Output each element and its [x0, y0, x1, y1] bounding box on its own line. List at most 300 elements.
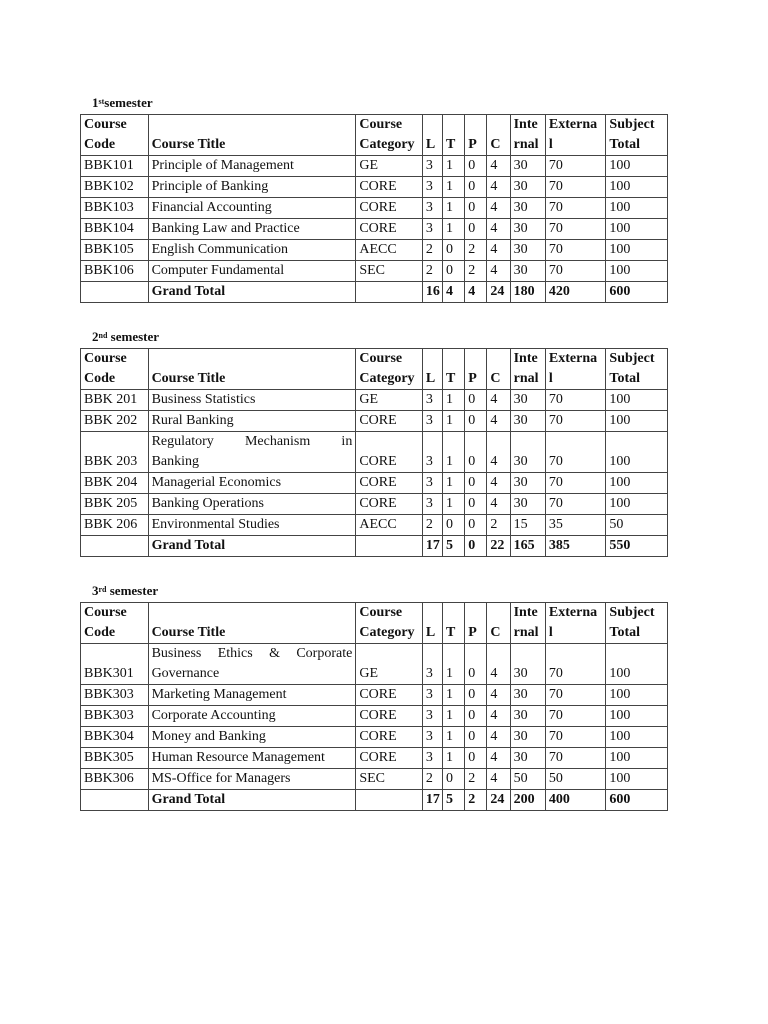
- cell-l: 3: [422, 494, 442, 515]
- cell-c: 4: [487, 494, 510, 515]
- header-t: [443, 349, 465, 390]
- grand-total-l: 17: [422, 790, 442, 811]
- grand-total-row: [81, 282, 668, 303]
- header-course-title-text: Course Title: [151, 137, 226, 152]
- cell-t: 0: [443, 515, 465, 536]
- cell-empty: [356, 536, 423, 557]
- cell-c: 4: [487, 685, 510, 706]
- cell-external: 70: [545, 432, 606, 473]
- cell-total: 100: [606, 706, 668, 727]
- cell-internal: 30: [510, 727, 545, 748]
- grand-total-external: 400: [545, 790, 606, 811]
- cell-c: 4: [487, 706, 510, 727]
- cell-t: 1: [443, 177, 465, 198]
- table-row: [81, 390, 668, 411]
- cell-code: BBK 206: [81, 515, 149, 536]
- header-course-category-line: Category: [359, 625, 415, 640]
- cell-l: 2: [422, 769, 442, 790]
- cell-category: CORE: [356, 411, 423, 432]
- header-course-category-line: Course: [359, 117, 403, 132]
- cell-total: 100: [606, 685, 668, 706]
- cell-internal: 30: [510, 473, 545, 494]
- cell-t: 1: [443, 494, 465, 515]
- cell-title-line: Regulatory Mechanism in: [151, 434, 353, 449]
- header-subject-total-line: Total: [609, 625, 641, 640]
- cell-category: GE: [356, 156, 423, 177]
- cell-external: 70: [545, 240, 606, 261]
- cell-internal: 30: [510, 156, 545, 177]
- table-row: [81, 644, 668, 685]
- cell-empty: [81, 536, 149, 557]
- header-course-title-text: Course Title: [151, 371, 226, 386]
- header-course-title-text: Course Title: [151, 625, 226, 640]
- cell-code: BBK102: [81, 177, 149, 198]
- cell-category: CORE: [356, 494, 423, 515]
- cell-title: English Communication: [148, 240, 356, 261]
- cell-c: 4: [487, 769, 510, 790]
- cell-title: Banking Law and Practice: [148, 219, 356, 240]
- semester-2-table: [80, 348, 668, 557]
- cell-code: BBK103: [81, 198, 149, 219]
- cell-t: 1: [443, 198, 465, 219]
- header-l: [422, 115, 442, 156]
- cell-l: 3: [422, 432, 442, 473]
- cell-title: Marketing Management: [148, 685, 356, 706]
- cell-t: 0: [443, 769, 465, 790]
- cell-p: 0: [465, 644, 487, 685]
- header-course-code-line: Course: [84, 351, 127, 366]
- header-l: [422, 349, 442, 390]
- cell-external: 70: [545, 219, 606, 240]
- cell-c: 2: [487, 515, 510, 536]
- cell-category: CORE: [356, 748, 423, 769]
- header-c: [487, 115, 510, 156]
- cell-internal: 15: [510, 515, 545, 536]
- header-course-category-line: Category: [359, 137, 415, 152]
- cell-category: GE: [356, 390, 423, 411]
- cell-title: Money and Banking: [148, 727, 356, 748]
- cell-total: 100: [606, 240, 668, 261]
- cell-t: 1: [443, 473, 465, 494]
- cell-p: 0: [465, 706, 487, 727]
- cell-total: 100: [606, 769, 668, 790]
- cell-code: BBK303: [81, 685, 149, 706]
- cell-t: 1: [443, 706, 465, 727]
- cell-total: 100: [606, 727, 668, 748]
- cell-category: CORE: [356, 685, 423, 706]
- grand-total-internal: 180: [510, 282, 545, 303]
- header-p-text: P: [468, 137, 477, 152]
- cell-code: BBK 203: [81, 432, 149, 473]
- header-l: [422, 603, 442, 644]
- table-row: [81, 219, 668, 240]
- cell-c: 4: [487, 240, 510, 261]
- cell-l: 3: [422, 156, 442, 177]
- cell-p: 0: [465, 432, 487, 473]
- header-p: [465, 115, 487, 156]
- cell-empty: [356, 790, 423, 811]
- cell-t: 1: [443, 219, 465, 240]
- cell-total: 100: [606, 219, 668, 240]
- cell-code: BBK 204: [81, 473, 149, 494]
- cell-external: 35: [545, 515, 606, 536]
- cell-title-line: Governance: [151, 666, 220, 681]
- cell-l: 3: [422, 177, 442, 198]
- cell-internal: 30: [510, 219, 545, 240]
- header-l-text: L: [425, 371, 436, 386]
- cell-category: CORE: [356, 727, 423, 748]
- header-row: [81, 349, 668, 390]
- cell-empty: [81, 790, 149, 811]
- cell-p: 0: [465, 494, 487, 515]
- cell-external: 70: [545, 644, 606, 685]
- table-row: [81, 473, 668, 494]
- cell-internal: 50: [510, 769, 545, 790]
- cell-total: 100: [606, 411, 668, 432]
- cell-external: 70: [545, 177, 606, 198]
- cell-external: 70: [545, 494, 606, 515]
- header-internal-line: Inte: [513, 605, 538, 620]
- header-external-line: Externa: [548, 117, 598, 132]
- header-course-category-line: Category: [359, 371, 415, 386]
- grand-total-t: 5: [443, 790, 465, 811]
- header-external-line: l: [548, 371, 553, 386]
- cell-category: CORE: [356, 432, 423, 473]
- semester-2-title: 2nd semester: [92, 329, 160, 344]
- cell-external: 70: [545, 706, 606, 727]
- header-subject-total-line: Subject: [609, 605, 655, 620]
- cell-t: 0: [443, 261, 465, 282]
- cell-title: Human Resource Management: [148, 748, 356, 769]
- header-course-category-line: Course: [359, 605, 403, 620]
- grand-total-total: 600: [606, 282, 668, 303]
- header-subject-total-line: Total: [609, 371, 641, 386]
- cell-c: 4: [487, 261, 510, 282]
- header-course-code-line: Code: [84, 371, 116, 386]
- cell-code: BBK105: [81, 240, 149, 261]
- cell-title: Rural Banking: [148, 411, 356, 432]
- grand-total-row: [81, 790, 668, 811]
- grand-total-internal: 165: [510, 536, 545, 557]
- cell-l: 3: [422, 727, 442, 748]
- header-p: [465, 603, 487, 644]
- semester-1-table: [80, 114, 668, 303]
- header-course-category-line: Course: [359, 351, 403, 366]
- header-subject-total-line: Subject: [609, 117, 655, 132]
- table-row: [81, 706, 668, 727]
- cell-title: Principle of Banking: [148, 177, 356, 198]
- cell-p: 0: [465, 473, 487, 494]
- cell-c: 4: [487, 473, 510, 494]
- cell-internal: 30: [510, 390, 545, 411]
- semester-3-title: 3rd semester: [92, 583, 159, 598]
- cell-l: 3: [422, 685, 442, 706]
- cell-title: Managerial Economics: [148, 473, 356, 494]
- cell-title: Computer Fundamental: [148, 261, 356, 282]
- cell-internal: 30: [510, 685, 545, 706]
- table-row: [81, 156, 668, 177]
- cell-total: 100: [606, 156, 668, 177]
- header-c-text: C: [490, 137, 501, 152]
- grand-total-t: 4: [443, 282, 465, 303]
- cell-category: SEC: [356, 261, 423, 282]
- cell-l: 2: [422, 240, 442, 261]
- header-external: [545, 349, 606, 390]
- cell-external: 70: [545, 411, 606, 432]
- cell-p: 0: [465, 411, 487, 432]
- cell-c: 4: [487, 432, 510, 473]
- cell-p: 0: [465, 177, 487, 198]
- grand-total-row: [81, 536, 668, 557]
- cell-code: BBK 202: [81, 411, 149, 432]
- cell-c: 4: [487, 156, 510, 177]
- cell-code: BBK305: [81, 748, 149, 769]
- cell-code: BBK106: [81, 261, 149, 282]
- grand-total-p: 0: [465, 536, 487, 557]
- header-course-code: [81, 349, 149, 390]
- cell-c: 4: [487, 390, 510, 411]
- cell-p: 2: [465, 769, 487, 790]
- cell-category: CORE: [356, 198, 423, 219]
- cell-title: MS-Office for Managers: [148, 769, 356, 790]
- cell-total: 100: [606, 644, 668, 685]
- cell-external: 70: [545, 156, 606, 177]
- cell-code: BBK306: [81, 769, 149, 790]
- header-course-code-line: Code: [84, 625, 116, 640]
- table-row: [81, 685, 668, 706]
- grand-total-internal: 200: [510, 790, 545, 811]
- cell-title: Banking Operations: [148, 494, 356, 515]
- cell-p: 2: [465, 261, 487, 282]
- grand-total-label: Grand Total: [148, 790, 356, 811]
- cell-total: 100: [606, 432, 668, 473]
- header-p-text: P: [468, 371, 477, 386]
- cell-t: 1: [443, 727, 465, 748]
- cell-c: 4: [487, 411, 510, 432]
- header-internal: [510, 349, 545, 390]
- header-external: [545, 115, 606, 156]
- cell-internal: 30: [510, 411, 545, 432]
- header-c-text: C: [490, 371, 501, 386]
- header-course-title: [148, 349, 356, 390]
- header-course-code: [81, 603, 149, 644]
- cell-c: 4: [487, 177, 510, 198]
- cell-p: 0: [465, 748, 487, 769]
- cell-t: 1: [443, 644, 465, 685]
- header-internal-line: rnal: [513, 625, 539, 640]
- header-internal-line: rnal: [513, 371, 539, 386]
- cell-total: 100: [606, 748, 668, 769]
- table-row: [81, 432, 668, 473]
- header-c: [487, 603, 510, 644]
- cell-internal: 30: [510, 706, 545, 727]
- cell-external: 70: [545, 198, 606, 219]
- cell-p: 0: [465, 515, 487, 536]
- header-l-text: L: [425, 625, 436, 640]
- header-course-category: [356, 115, 423, 156]
- cell-title: [148, 432, 356, 473]
- cell-title: Principle of Management: [148, 156, 356, 177]
- cell-external: 70: [545, 473, 606, 494]
- grand-total-c: 22: [487, 536, 510, 557]
- cell-title-line: Business Ethics & Corporate: [151, 646, 353, 661]
- cell-p: 0: [465, 219, 487, 240]
- cell-t: 1: [443, 748, 465, 769]
- header-course-category: [356, 349, 423, 390]
- cell-category: CORE: [356, 706, 423, 727]
- grand-total-external: 420: [545, 282, 606, 303]
- grand-total-l: 16: [422, 282, 442, 303]
- cell-c: 4: [487, 748, 510, 769]
- header-course-code-line: Course: [84, 605, 127, 620]
- grand-total-p: 2: [465, 790, 487, 811]
- grand-total-t: 5: [443, 536, 465, 557]
- cell-internal: 30: [510, 240, 545, 261]
- cell-title: Business Statistics: [148, 390, 356, 411]
- grand-total-c: 24: [487, 282, 510, 303]
- header-t: [443, 603, 465, 644]
- cell-external: 70: [545, 390, 606, 411]
- grand-total-label: Grand Total: [148, 282, 356, 303]
- grand-total-external: 385: [545, 536, 606, 557]
- header-course-title: [148, 603, 356, 644]
- cell-external: 70: [545, 261, 606, 282]
- cell-p: 2: [465, 240, 487, 261]
- cell-t: 1: [443, 685, 465, 706]
- cell-total: 100: [606, 177, 668, 198]
- cell-l: 3: [422, 748, 442, 769]
- header-p: [465, 349, 487, 390]
- cell-internal: 30: [510, 432, 545, 473]
- cell-p: 0: [465, 390, 487, 411]
- cell-title: Financial Accounting: [148, 198, 356, 219]
- cell-category: CORE: [356, 177, 423, 198]
- cell-l: 3: [422, 198, 442, 219]
- header-subject-total: [606, 115, 668, 156]
- table-row: [81, 727, 668, 748]
- header-external-line: l: [548, 137, 553, 152]
- header-row: [81, 115, 668, 156]
- cell-code: BBK101: [81, 156, 149, 177]
- cell-title: Corporate Accounting: [148, 706, 356, 727]
- cell-l: 3: [422, 390, 442, 411]
- cell-p: 0: [465, 198, 487, 219]
- grand-total-total: 600: [606, 790, 668, 811]
- cell-code: BBK301: [81, 644, 149, 685]
- cell-external: 70: [545, 727, 606, 748]
- cell-p: 0: [465, 685, 487, 706]
- cell-internal: 30: [510, 261, 545, 282]
- header-t-text: T: [446, 625, 456, 640]
- cell-code: BBK 205: [81, 494, 149, 515]
- cell-code: BBK 201: [81, 390, 149, 411]
- cell-t: 0: [443, 240, 465, 261]
- semester-1-title: 1stsemester: [92, 95, 153, 110]
- cell-external: 70: [545, 685, 606, 706]
- cell-internal: 30: [510, 494, 545, 515]
- header-internal: [510, 603, 545, 644]
- table-row: [81, 177, 668, 198]
- header-c-text: C: [490, 625, 501, 640]
- header-course-code: [81, 115, 149, 156]
- header-subject-total: [606, 349, 668, 390]
- grand-total-l: 17: [422, 536, 442, 557]
- header-course-code-line: Course: [84, 117, 127, 132]
- cell-internal: 30: [510, 198, 545, 219]
- header-t-text: T: [446, 371, 456, 386]
- header-course-title: [148, 115, 356, 156]
- header-row: [81, 603, 668, 644]
- cell-category: CORE: [356, 473, 423, 494]
- cell-total: 100: [606, 390, 668, 411]
- cell-c: 4: [487, 644, 510, 685]
- cell-c: 4: [487, 198, 510, 219]
- cell-code: BBK104: [81, 219, 149, 240]
- header-t-text: T: [446, 137, 456, 152]
- cell-category: AECC: [356, 515, 423, 536]
- table-row: [81, 411, 668, 432]
- cell-l: 2: [422, 515, 442, 536]
- cell-t: 1: [443, 390, 465, 411]
- table-row: [81, 198, 668, 219]
- grand-total-c: 24: [487, 790, 510, 811]
- cell-total: 50: [606, 515, 668, 536]
- header-internal: [510, 115, 545, 156]
- cell-internal: 30: [510, 644, 545, 685]
- header-internal-line: Inte: [513, 117, 538, 132]
- table-row: [81, 494, 668, 515]
- cell-total: 100: [606, 473, 668, 494]
- table-row: [81, 769, 668, 790]
- cell-internal: 30: [510, 177, 545, 198]
- header-external: [545, 603, 606, 644]
- cell-title-line: Banking: [151, 454, 200, 469]
- header-course-category: [356, 603, 423, 644]
- cell-l: 3: [422, 411, 442, 432]
- cell-title: Environmental Studies: [148, 515, 356, 536]
- cell-l: 3: [422, 473, 442, 494]
- table-row: [81, 515, 668, 536]
- header-l-text: L: [425, 137, 436, 152]
- cell-total: 100: [606, 198, 668, 219]
- cell-t: 1: [443, 156, 465, 177]
- cell-l: 2: [422, 261, 442, 282]
- cell-c: 4: [487, 219, 510, 240]
- cell-p: 0: [465, 156, 487, 177]
- cell-l: 3: [422, 706, 442, 727]
- semester-3-table: [80, 602, 668, 811]
- cell-total: 100: [606, 261, 668, 282]
- cell-title: [148, 644, 356, 685]
- cell-l: 3: [422, 219, 442, 240]
- cell-empty: [356, 282, 423, 303]
- header-external-line: Externa: [548, 605, 598, 620]
- cell-empty: [81, 282, 149, 303]
- grand-total-label: Grand Total: [148, 536, 356, 557]
- cell-external: 50: [545, 769, 606, 790]
- header-subject-total-line: Subject: [609, 351, 655, 366]
- header-internal-line: rnal: [513, 137, 539, 152]
- grand-total-p: 4: [465, 282, 487, 303]
- cell-t: 1: [443, 432, 465, 473]
- table-row: [81, 261, 668, 282]
- cell-total: 100: [606, 494, 668, 515]
- cell-code: BBK304: [81, 727, 149, 748]
- header-internal-line: Inte: [513, 351, 538, 366]
- cell-category: CORE: [356, 219, 423, 240]
- cell-t: 1: [443, 411, 465, 432]
- cell-category: GE: [356, 644, 423, 685]
